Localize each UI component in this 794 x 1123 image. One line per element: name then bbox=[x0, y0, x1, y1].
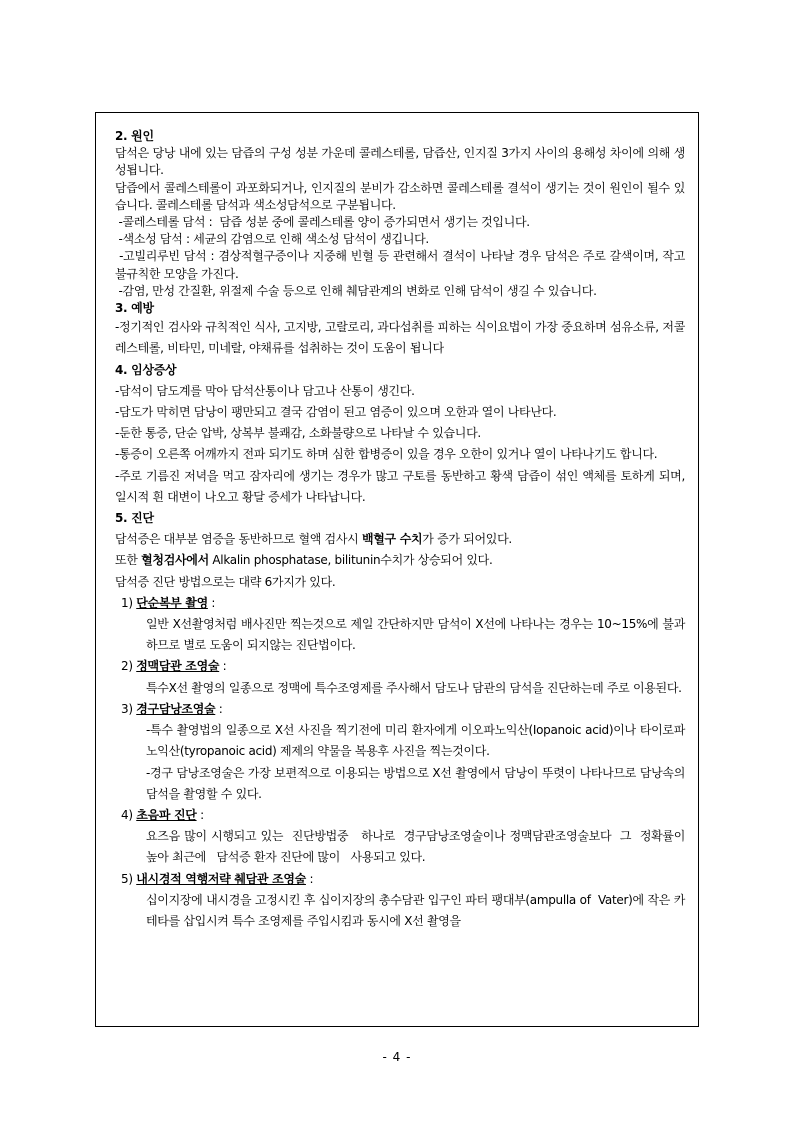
text-run: Alkalin phosphatase, bilitunin수치가 상승되어 있다. bbox=[208, 553, 493, 568]
paragraph: 담석은 당낭 내에 있는 담즙의 구성 성분 가운데 콜레스테롤, 담즙산, 인지질 3가지 사이의 용해성 차이에 의해 생성됩니다. bbox=[115, 146, 685, 178]
text-run: 또한 bbox=[115, 553, 142, 568]
text-run: : bbox=[215, 701, 223, 716]
section-cause bbox=[115, 128, 689, 300]
emphasis-text: 백혈구 수치 bbox=[361, 532, 423, 547]
paragraph: 담즙에서 콜레스테롤이 과포화되거나, 인지질의 분비가 감소하면 콜레스테롤 결석이 생기는 것이 원인이 될수 있습니다. 콜레스테롤 담석과 색소성담석으로 구분됩니다. bbox=[115, 180, 685, 212]
paragraph bbox=[115, 550, 685, 571]
paragraph: 담석증 진단 방법으로는 대략 6가지가 있다. bbox=[115, 574, 336, 589]
text-run: 가 증가 되어있다. bbox=[422, 532, 512, 547]
content-frame bbox=[95, 112, 699, 1027]
text-run: : bbox=[207, 595, 216, 610]
method-name: 경구담낭조영술 bbox=[136, 701, 216, 716]
method-description: 일반 X선촬영처럼 배사진만 찍는것으로 제일 간단하지만 담석이 X선에 나타나는 경우는 10~15%에 불과하므로 별로 도움이 되지않는 진단법이다. bbox=[146, 617, 685, 653]
text-run: : bbox=[305, 871, 314, 886]
item-number: 5) bbox=[121, 871, 137, 886]
section-prevention bbox=[115, 300, 685, 360]
method-name: 단순복부 촬영 bbox=[136, 595, 208, 610]
method-name: 내시경적 역행저략 췌담관 조영술 bbox=[136, 871, 306, 886]
method-description: 특수X선 촬영의 일종으로 정맥에 특수조영제를 주사해서 담도나 담관의 담석을 진단하는데 주로 이용된다. bbox=[146, 680, 682, 695]
bullet-item: -감염, 만성 간질환, 위절제 수술 등으로 인해 췌담관계의 변화로 인해 담석이 생길 수 있습니다. bbox=[115, 283, 597, 298]
bullet-item: -통증이 오른쪽 어깨까지 전파 되기도 하며 심한 합병증이 있을 경우 오한이 있거나 열이 나타나기도 합니다. bbox=[115, 447, 658, 462]
method-name: 초음파 진단 bbox=[136, 807, 197, 822]
diagnosis-method-list bbox=[115, 593, 693, 932]
section-heading-symptoms: 4. 임상증상 bbox=[115, 362, 177, 377]
document-body bbox=[115, 128, 693, 932]
section-heading-diagnosis: 5. 진단 bbox=[115, 511, 154, 526]
diagnosis-method-item bbox=[115, 593, 685, 657]
emphasis-text: 혈청검사에서 bbox=[141, 553, 209, 568]
bullet-item: -담석이 담도계를 막아 담석산통이나 담고나 산통이 생긴다. bbox=[115, 383, 415, 398]
bullet-item: -고빌리루빈 담석 : 겸상적혈구증이나 지중해 빈혈 등 관련해서 결석이 나타날 경우 담석은 주로 갈색이며, 작고 불규칙한 모양을 가진다. bbox=[115, 249, 689, 281]
paragraph bbox=[115, 529, 685, 550]
item-number: 4) bbox=[121, 807, 137, 822]
method-description: 요즈음 많이 시행되고 있는 진단방법중 하나로 경구담낭조영술이나 정맥담관조영술보다 그 정확률이 높아 최근에 담석증 환자 진단에 많이 사용되고 있다. bbox=[146, 829, 693, 865]
bullet-item: -담도가 막히면 담낭이 팽만되고 결국 감염이 된고 염증이 있으며 오한과 열이 나타난다. bbox=[115, 405, 557, 420]
diagnosis-method-item bbox=[115, 805, 693, 869]
method-description: -특수 촬영법의 일종으로 X선 사진을 찍기전에 미리 환자에게 이오파노익산(Iopanoic acid)이나 타이로파노익산(tyropanoic acid) 제제의 약물을 복용후 사진을 찍는것이다. bbox=[146, 723, 685, 759]
bullet-item: -둔한 통증, 단순 압박, 상복부 불쾌감, 소화불량으로 나타날 수 있습니다. bbox=[115, 426, 481, 441]
diagnosis-method-item bbox=[115, 699, 685, 805]
bullet-item: -콜레스테롤 담석 : 담즙 성분 중에 콜레스테롤 양이 증가되면서 생기는 것입니다. bbox=[115, 215, 530, 230]
method-title bbox=[115, 805, 685, 826]
method-title bbox=[115, 593, 685, 614]
method-description: 십이지장에 내시경을 고정시킨 후 십이지장의 총수담관 입구인 파터 팽대부(ampulla of Vater)에 작은 카테타를 삽입시켜 특수 조영제를 주입시킴과 동시에 X선 촬영을 bbox=[146, 892, 685, 928]
diagnosis-method-item bbox=[115, 656, 685, 698]
text-run: : bbox=[219, 659, 227, 674]
method-title bbox=[115, 699, 685, 720]
diagnosis-method-item bbox=[115, 869, 685, 933]
method-description: -경구 담낭조영술은 가장 보편적으로 이용되는 방법으로 X선 촬영에서 담낭이 뚜렷이 나타나므로 담낭속의 담석을 촬영할 수 있다. bbox=[146, 765, 685, 801]
section-symptoms bbox=[115, 360, 685, 508]
item-number: 3) bbox=[121, 701, 137, 716]
paragraph: -정기적인 검사와 규칙적인 식사, 고지방, 고랄로리, 과다섭취를 피하는 식이요법이 가장 중요하며 섬유소류, 저콜레스테롤, 비타민, 미네랄, 야채류를 섭취하는 것이 도움이 됩니다 bbox=[115, 320, 685, 356]
method-title bbox=[115, 869, 685, 890]
method-name: 정맥담관 조영술 bbox=[136, 659, 220, 674]
section-heading-cause: 2. 원인 bbox=[115, 129, 154, 143]
page-number: - 4 - bbox=[382, 1050, 412, 1064]
section-diagnosis bbox=[115, 508, 693, 932]
bullet-item: -색소성 담석 : 세균의 감염으로 인해 색소성 담석이 생깁니다. bbox=[115, 232, 429, 247]
text-run: 담석증은 대부분 염증을 동반하므로 혈액 검사시 bbox=[115, 532, 362, 547]
section-heading-prevention: 3. 예방 bbox=[115, 301, 154, 316]
item-number: 1) bbox=[121, 595, 137, 610]
text-run: : bbox=[196, 807, 204, 822]
bullet-item: -주로 기름진 저녁을 먹고 잠자리에 생기는 경우가 많고 구토를 동반하고 황색 담즙이 섞인 액체를 토하게 되며, 일시적 흰 대변이 나오고 황달 증세가 나타납니다. bbox=[115, 468, 685, 504]
method-title bbox=[115, 656, 685, 677]
item-number: 2) bbox=[121, 659, 137, 674]
